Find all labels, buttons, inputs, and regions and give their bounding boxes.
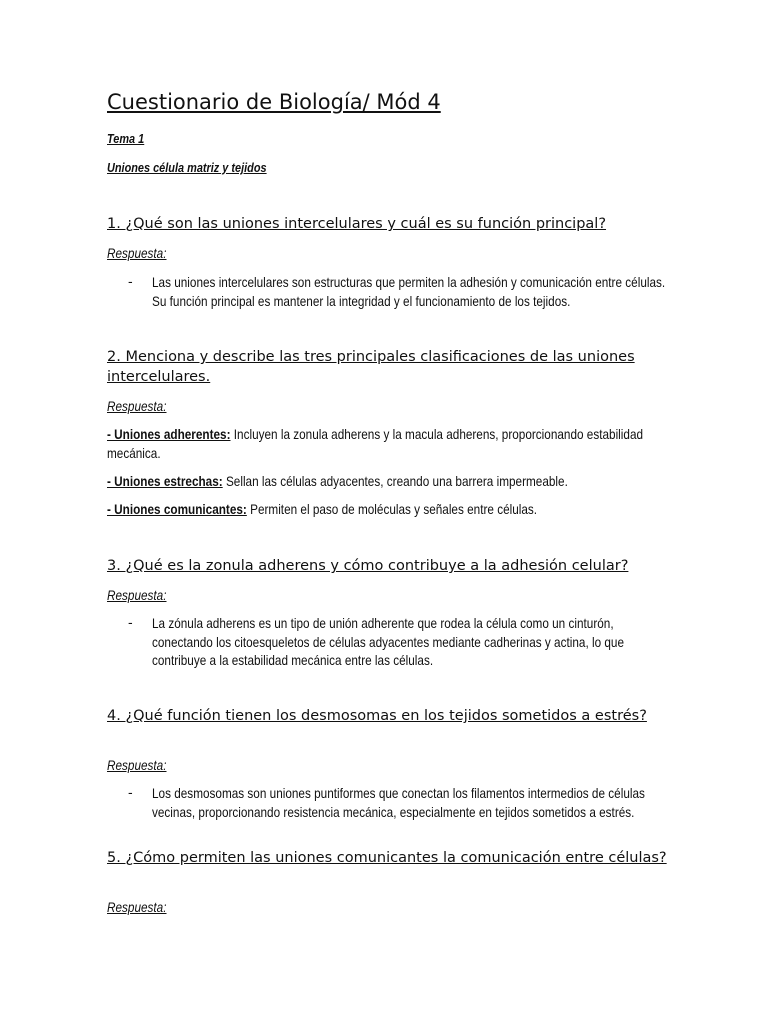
answer-bullet-4: - [128, 784, 133, 800]
topic-heading: Tema 1 [107, 131, 145, 146]
document-title: Cuestionario de Biología/ Mód 4 [107, 90, 441, 114]
desc-comunicantes: Permiten el paso de moléculas y señales entre células. [246, 501, 538, 517]
term-adherentes: - Uniones adherentes: [107, 426, 231, 442]
subtopic-heading: Uniones célula matriz y tejidos [107, 160, 267, 175]
answer-bullet-1: - [128, 273, 133, 289]
answer-4: Los desmosomas son uniones puntiformes que conectan los filamentos intermedios de células vecinas, proporcionando resistencia mecánica, especialmente en tejidos sometidos a estrés. [152, 785, 645, 820]
answer-1: Las uniones intercelulares son estructuras que permiten la adhesión y comunicación entre células. Su función principal es mantener la integridad y el funcionamiento de los tejidos. [152, 274, 666, 309]
term-comunicantes: - Uniones comunicantes: [107, 501, 247, 517]
desc-estrechas: Sellan las células adyacentes, creando una barrera impermeable. [222, 473, 568, 489]
question-3: 3. ¿Qué es la zonula adherens y cómo contribuye a la adhesión celular? [107, 558, 629, 574]
question-4: 4. ¿Qué función tienen los desmosomas en los tejidos sometidos a estrés? [107, 708, 647, 724]
answer-bullet-3: - [128, 614, 133, 630]
response-label-4: Respuesta: [107, 757, 167, 773]
answer-2-item-estrechas [107, 472, 661, 491]
answer-2-item-adherentes [107, 425, 661, 462]
response-label-5: Respuesta: [107, 899, 167, 915]
response-label-3: Respuesta: [107, 587, 167, 603]
term-estrechas: - Uniones estrechas: [107, 473, 223, 489]
response-label-2: Respuesta: [107, 398, 167, 414]
question-5: 5. ¿Cómo permiten las uniones comunicantes la comunicación entre células? [107, 850, 667, 866]
desc-adherentes: Incluyen la zonula adherens y la macula adherens, proporcionando estabilidad mecánica. [107, 426, 644, 461]
response-label-1: Respuesta: [107, 245, 167, 261]
answer-2-item-comunicantes [107, 500, 661, 519]
answer-3: La zónula adherens es un tipo de unión adherente que rodea la célula como un cinturón, conectando los citoesqueletos de células adyacentes mediante cadherinas y actina, lo que contribuye a la estabilidad mecánica entre las células. [152, 615, 625, 668]
question-1: 1. ¿Qué son las uniones intercelulares y cuál es su función principal? [107, 216, 607, 232]
question-2: 2. Menciona y describe las tres principales clasificaciones de las uniones intercelulares. [107, 349, 635, 385]
